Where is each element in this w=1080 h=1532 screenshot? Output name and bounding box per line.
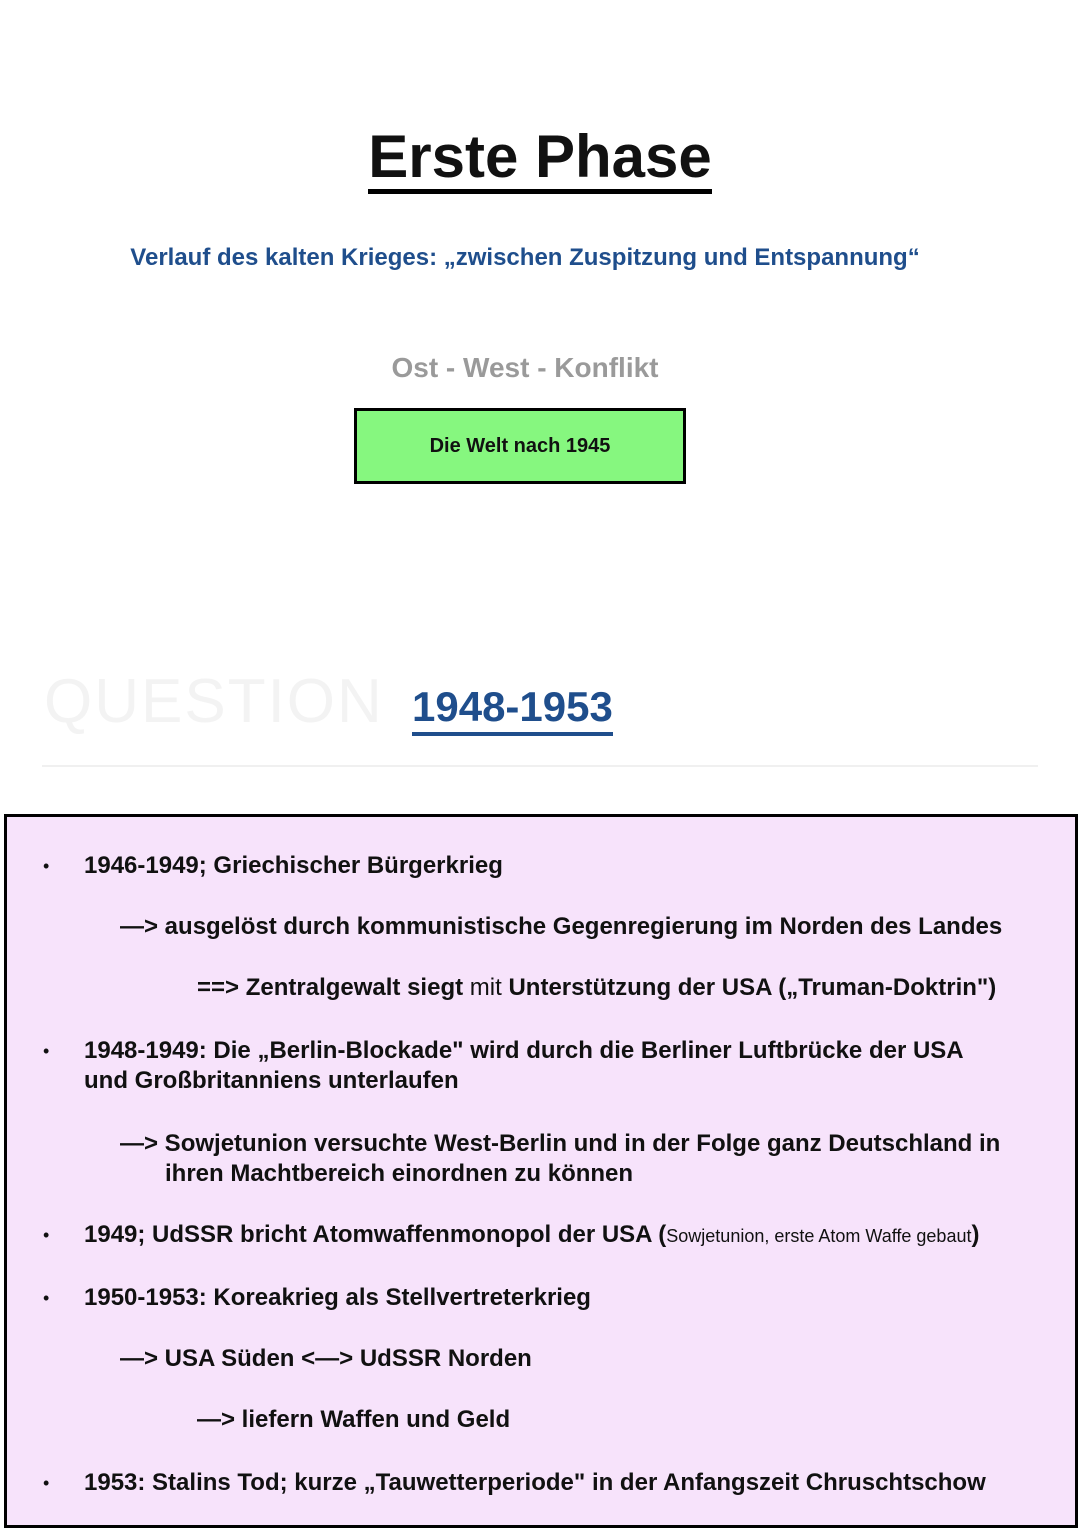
bullet: • [43,1473,50,1493]
list-subitem-continuation: ihren Machtbereich einordnen zu können [165,1160,634,1187]
list-subitem: —> USA Süden <—> UdSSR Norden [120,1345,532,1372]
bullet: • [43,856,50,876]
bullet: • [43,1288,50,1308]
conflict-label: Ost - West - Konflikt [391,352,659,383]
list-item: 1946-1949; Griechischer Bürgerkrieg [84,852,503,879]
text-segment: mit [469,974,502,1001]
text-segment: ==> Zentralgewalt siegt [197,974,464,1001]
list-item: 1948-1949: Die „Berlin-Blockade" wird durch die Berliner Luftbrücke der USA [84,1037,964,1064]
list-subitem: —> Sowjetunion versuchte West-Berlin und in der Folge ganz Deutschland in [120,1130,1001,1157]
text-segment: ) [971,1221,980,1248]
list-subitem: —> ausgelöst durch kommunistische Gegenregierung im Norden des Landes [120,913,1003,940]
page-title [0,122,1080,194]
watermark-text: QUESTION [44,667,384,736]
list-item [84,1220,979,1251]
subtitle: Verlauf des kalten Krieges: „zwischen Zuspitzung und Entspannung“ [130,244,920,271]
list-item: 1950-1953: Koreakrieg als Stellvertreterkrieg [84,1284,591,1311]
page-title-text: Erste Phase [368,125,712,194]
list-item-continuation: und Großbritanniens unterlaufen [84,1067,459,1094]
bullet: • [43,1225,50,1245]
list-item: 1953: Stalins Tod; kurze „Tauwetterperiode" in der Anfangszeit Chruschtschow [84,1469,986,1496]
content-box [4,814,1078,1528]
divider [42,765,1038,767]
topic-box: Die Welt nach 1945 [354,408,686,484]
list-subitem [197,973,996,1003]
text-segment: 1949; UdSSR bricht Atomwaffenmonopol der USA ( [84,1221,667,1248]
period-heading: 1948-1953 [412,682,613,736]
text-segment: Unterstützung der USA („Truman-Doktrin") [508,974,997,1001]
bullet: • [43,1041,50,1061]
list-subitem: —> liefern Waffen und Geld [197,1406,511,1433]
text-segment: Sowjetunion, erste Atom Waffe gebaut [666,1226,972,1246]
